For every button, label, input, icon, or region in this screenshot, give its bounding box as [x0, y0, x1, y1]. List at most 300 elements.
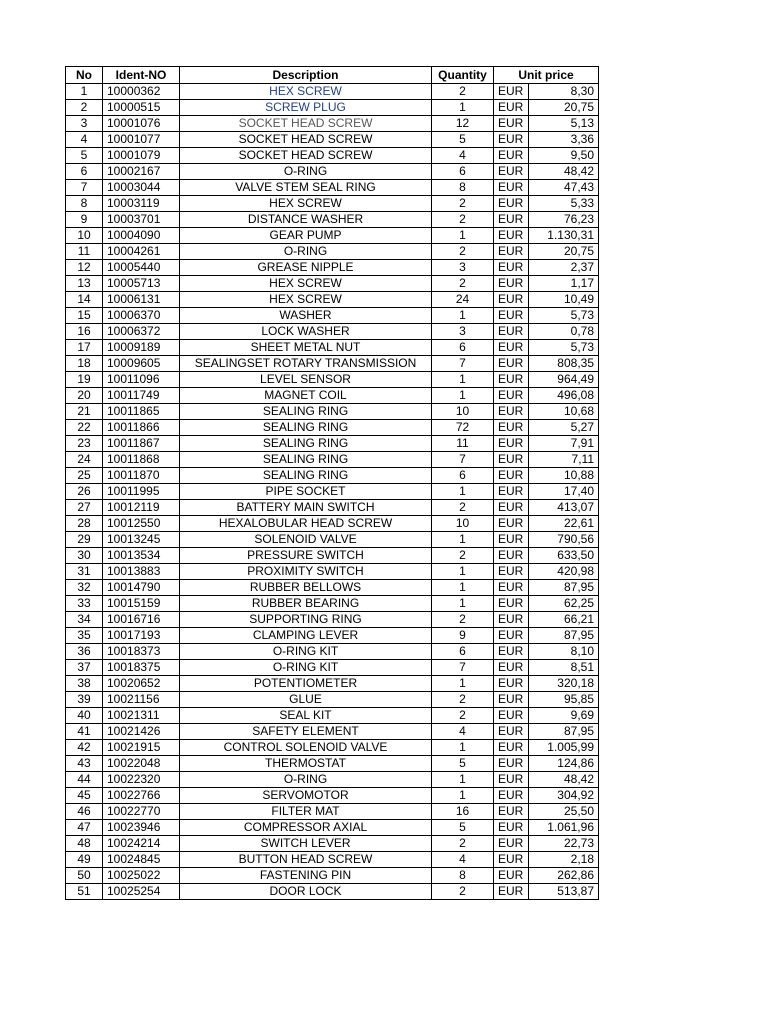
cell-no: 47 [66, 820, 103, 836]
cell-description: O-RING [180, 164, 432, 180]
cell-ident-no: 10023946 [103, 820, 180, 836]
cell-currency: EUR [494, 548, 529, 564]
cell-quantity: 1 [432, 372, 494, 388]
table-row [66, 244, 599, 260]
cell-no: 34 [66, 612, 103, 628]
cell-quantity: 1 [432, 228, 494, 244]
cell-no: 50 [66, 868, 103, 884]
cell-quantity: 1 [432, 676, 494, 692]
cell-currency: EUR [494, 596, 529, 612]
cell-quantity: 72 [432, 420, 494, 436]
cell-ident-no: 10011865 [103, 404, 180, 420]
cell-no: 4 [66, 132, 103, 148]
cell-ident-no: 10011868 [103, 452, 180, 468]
cell-ident-no: 10011867 [103, 436, 180, 452]
cell-description: SAFETY ELEMENT [180, 724, 432, 740]
table-row [66, 164, 599, 180]
cell-ident-no: 10011995 [103, 484, 180, 500]
cell-description: SEAL KIT [180, 708, 432, 724]
table-row [66, 228, 599, 244]
cell-unit-price: 420,98 [529, 564, 599, 580]
cell-unit-price: 48,42 [529, 164, 599, 180]
cell-currency: EUR [494, 884, 529, 900]
cell-quantity: 8 [432, 180, 494, 196]
cell-currency: EUR [494, 228, 529, 244]
cell-description: WASHER [180, 308, 432, 324]
cell-unit-price: 8,51 [529, 660, 599, 676]
table-row [66, 884, 599, 900]
cell-currency: EUR [494, 644, 529, 660]
cell-description: COMPRESSOR AXIAL [180, 820, 432, 836]
cell-description: SEALING RING [180, 452, 432, 468]
cell-currency: EUR [494, 276, 529, 292]
cell-no: 6 [66, 164, 103, 180]
cell-quantity: 6 [432, 164, 494, 180]
cell-unit-price: 76,23 [529, 212, 599, 228]
table-row [66, 868, 599, 884]
cell-currency: EUR [494, 404, 529, 420]
cell-no: 11 [66, 244, 103, 260]
table-row [66, 436, 599, 452]
cell-unit-price: 22,73 [529, 836, 599, 852]
table-row [66, 676, 599, 692]
table-row [66, 388, 599, 404]
cell-unit-price: 48,42 [529, 772, 599, 788]
cell-description: BUTTON HEAD SCREW [180, 852, 432, 868]
cell-currency: EUR [494, 324, 529, 340]
cell-ident-no: 10022320 [103, 772, 180, 788]
cell-unit-price: 964,49 [529, 372, 599, 388]
cell-unit-price: 62,25 [529, 596, 599, 612]
table-row [66, 580, 599, 596]
cell-no: 23 [66, 436, 103, 452]
cell-description: HEXALOBULAR HEAD SCREW [180, 516, 432, 532]
cell-unit-price: 5,73 [529, 340, 599, 356]
table-row [66, 308, 599, 324]
cell-currency: EUR [494, 292, 529, 308]
cell-no: 28 [66, 516, 103, 532]
cell-ident-no: 10006131 [103, 292, 180, 308]
cell-ident-no: 10003119 [103, 196, 180, 212]
cell-description: SEALING RING [180, 420, 432, 436]
cell-currency: EUR [494, 772, 529, 788]
cell-quantity: 2 [432, 548, 494, 564]
cell-description: SHEET METAL NUT [180, 340, 432, 356]
cell-currency: EUR [494, 100, 529, 116]
table-row [66, 148, 599, 164]
cell-no: 3 [66, 116, 103, 132]
cell-currency: EUR [494, 340, 529, 356]
cell-ident-no: 10006372 [103, 324, 180, 340]
cell-ident-no: 10012119 [103, 500, 180, 516]
cell-no: 24 [66, 452, 103, 468]
cell-quantity: 7 [432, 452, 494, 468]
cell-ident-no: 10004090 [103, 228, 180, 244]
cell-currency: EUR [494, 260, 529, 276]
table-row [66, 324, 599, 340]
cell-currency: EUR [494, 500, 529, 516]
cell-no: 12 [66, 260, 103, 276]
cell-currency: EUR [494, 676, 529, 692]
cell-quantity: 2 [432, 884, 494, 900]
cell-description: SOCKET HEAD SCREW [180, 148, 432, 164]
cell-currency: EUR [494, 756, 529, 772]
cell-currency: EUR [494, 708, 529, 724]
cell-ident-no: 10018373 [103, 644, 180, 660]
table-row [66, 772, 599, 788]
cell-quantity: 2 [432, 84, 494, 100]
cell-quantity: 1 [432, 788, 494, 804]
cell-unit-price: 0,78 [529, 324, 599, 340]
cell-unit-price: 20,75 [529, 100, 599, 116]
cell-currency: EUR [494, 356, 529, 372]
cell-unit-price: 413,07 [529, 500, 599, 516]
header-quantity: Quantity [432, 67, 494, 84]
cell-quantity: 16 [432, 804, 494, 820]
cell-unit-price: 304,92 [529, 788, 599, 804]
cell-description: GREASE NIPPLE [180, 260, 432, 276]
cell-no: 27 [66, 500, 103, 516]
cell-unit-price: 10,49 [529, 292, 599, 308]
cell-currency: EUR [494, 116, 529, 132]
cell-unit-price: 10,88 [529, 468, 599, 484]
cell-quantity: 1 [432, 532, 494, 548]
cell-currency: EUR [494, 452, 529, 468]
cell-description: HEX SCREW [180, 196, 432, 212]
cell-unit-price: 87,95 [529, 724, 599, 740]
cell-description: SOLENOID VALVE [180, 532, 432, 548]
cell-ident-no: 10025022 [103, 868, 180, 884]
cell-quantity: 11 [432, 436, 494, 452]
table-row [66, 404, 599, 420]
table-row [66, 836, 599, 852]
cell-no: 21 [66, 404, 103, 420]
cell-ident-no: 10016716 [103, 612, 180, 628]
cell-ident-no: 10002167 [103, 164, 180, 180]
cell-description: RUBBER BEARING [180, 596, 432, 612]
table-row [66, 612, 599, 628]
cell-quantity: 2 [432, 212, 494, 228]
cell-description: POTENTIOMETER [180, 676, 432, 692]
cell-unit-price: 2,37 [529, 260, 599, 276]
cell-no: 1 [66, 84, 103, 100]
table-row [66, 628, 599, 644]
cell-ident-no: 10012550 [103, 516, 180, 532]
table-row [66, 340, 599, 356]
cell-ident-no: 10011749 [103, 388, 180, 404]
table-row [66, 564, 599, 580]
cell-no: 7 [66, 180, 103, 196]
cell-no: 39 [66, 692, 103, 708]
cell-description: SEALING RING [180, 404, 432, 420]
cell-ident-no: 10005713 [103, 276, 180, 292]
cell-currency: EUR [494, 180, 529, 196]
cell-ident-no: 10022770 [103, 804, 180, 820]
cell-no: 25 [66, 468, 103, 484]
cell-quantity: 1 [432, 740, 494, 756]
cell-quantity: 3 [432, 260, 494, 276]
cell-ident-no: 10022766 [103, 788, 180, 804]
table-row [66, 196, 599, 212]
table-row [66, 740, 599, 756]
cell-no: 35 [66, 628, 103, 644]
table-row [66, 116, 599, 132]
cell-no: 45 [66, 788, 103, 804]
cell-no: 9 [66, 212, 103, 228]
cell-no: 49 [66, 852, 103, 868]
cell-description: VALVE STEM SEAL RING [180, 180, 432, 196]
table-row [66, 180, 599, 196]
cell-no: 8 [66, 196, 103, 212]
cell-description: CLAMPING LEVER [180, 628, 432, 644]
cell-description: FASTENING PIN [180, 868, 432, 884]
table-row [66, 276, 599, 292]
cell-ident-no: 10013883 [103, 564, 180, 580]
cell-ident-no: 10011866 [103, 420, 180, 436]
cell-unit-price: 262,86 [529, 868, 599, 884]
cell-no: 46 [66, 804, 103, 820]
cell-unit-price: 9,69 [529, 708, 599, 724]
cell-unit-price: 7,11 [529, 452, 599, 468]
cell-currency: EUR [494, 196, 529, 212]
cell-quantity: 12 [432, 116, 494, 132]
cell-quantity: 4 [432, 148, 494, 164]
cell-currency: EUR [494, 692, 529, 708]
cell-currency: EUR [494, 148, 529, 164]
cell-currency: EUR [494, 484, 529, 500]
cell-unit-price: 1,17 [529, 276, 599, 292]
cell-unit-price: 95,85 [529, 692, 599, 708]
cell-currency: EUR [494, 308, 529, 324]
cell-no: 17 [66, 340, 103, 356]
cell-ident-no: 10006370 [103, 308, 180, 324]
cell-quantity: 2 [432, 276, 494, 292]
header-ident-no: Ident-NO [103, 67, 180, 84]
header-row [66, 67, 599, 84]
cell-quantity: 1 [432, 564, 494, 580]
cell-description: SOCKET HEAD SCREW [180, 116, 432, 132]
cell-description: HEX SCREW [180, 84, 432, 100]
table-row [66, 500, 599, 516]
cell-description: SCREW PLUG [180, 100, 432, 116]
cell-description: GLUE [180, 692, 432, 708]
cell-currency: EUR [494, 212, 529, 228]
cell-ident-no: 10014790 [103, 580, 180, 596]
cell-currency: EUR [494, 852, 529, 868]
cell-currency: EUR [494, 564, 529, 580]
table-row [66, 708, 599, 724]
cell-ident-no: 10011096 [103, 372, 180, 388]
cell-no: 48 [66, 836, 103, 852]
cell-quantity: 1 [432, 308, 494, 324]
table-row [66, 692, 599, 708]
cell-unit-price: 496,08 [529, 388, 599, 404]
cell-description: DOOR LOCK [180, 884, 432, 900]
cell-quantity: 8 [432, 868, 494, 884]
table-row [66, 532, 599, 548]
table-row [66, 484, 599, 500]
cell-ident-no: 10017193 [103, 628, 180, 644]
cell-ident-no: 10018375 [103, 660, 180, 676]
cell-ident-no: 10024214 [103, 836, 180, 852]
cell-currency: EUR [494, 820, 529, 836]
table-row [66, 660, 599, 676]
cell-unit-price: 633,50 [529, 548, 599, 564]
header-no: No [66, 67, 103, 84]
cell-currency: EUR [494, 516, 529, 532]
cell-currency: EUR [494, 436, 529, 452]
cell-quantity: 10 [432, 404, 494, 420]
cell-ident-no: 10001076 [103, 116, 180, 132]
cell-description: SEALINGSET ROTARY TRANSMISSION [180, 356, 432, 372]
cell-no: 14 [66, 292, 103, 308]
cell-description: THERMOSTAT [180, 756, 432, 772]
table-row [66, 468, 599, 484]
table-row [66, 804, 599, 820]
cell-unit-price: 1.061,96 [529, 820, 599, 836]
cell-unit-price: 5,27 [529, 420, 599, 436]
cell-description: SOCKET HEAD SCREW [180, 132, 432, 148]
cell-ident-no: 10005440 [103, 260, 180, 276]
parts-price-table [65, 66, 599, 900]
cell-ident-no: 10025254 [103, 884, 180, 900]
cell-unit-price: 47,43 [529, 180, 599, 196]
cell-no: 33 [66, 596, 103, 612]
cell-unit-price: 513,87 [529, 884, 599, 900]
cell-no: 32 [66, 580, 103, 596]
cell-description: PROXIMITY SWITCH [180, 564, 432, 580]
cell-ident-no: 10004261 [103, 244, 180, 260]
cell-quantity: 1 [432, 100, 494, 116]
cell-quantity: 1 [432, 484, 494, 500]
cell-unit-price: 3,36 [529, 132, 599, 148]
table-row [66, 724, 599, 740]
cell-description: O-RING KIT [180, 644, 432, 660]
cell-no: 15 [66, 308, 103, 324]
cell-description: O-RING [180, 772, 432, 788]
cell-description: DISTANCE WASHER [180, 212, 432, 228]
cell-ident-no: 10000362 [103, 84, 180, 100]
cell-no: 20 [66, 388, 103, 404]
table-row [66, 820, 599, 836]
cell-description: PRESSURE SWITCH [180, 548, 432, 564]
cell-no: 31 [66, 564, 103, 580]
cell-unit-price: 2,18 [529, 852, 599, 868]
cell-ident-no: 10011870 [103, 468, 180, 484]
cell-quantity: 2 [432, 196, 494, 212]
cell-unit-price: 20,75 [529, 244, 599, 260]
cell-quantity: 2 [432, 708, 494, 724]
table-row [66, 100, 599, 116]
cell-unit-price: 808,35 [529, 356, 599, 372]
cell-quantity: 1 [432, 580, 494, 596]
cell-currency: EUR [494, 868, 529, 884]
cell-quantity: 9 [432, 628, 494, 644]
cell-no: 40 [66, 708, 103, 724]
cell-quantity: 5 [432, 756, 494, 772]
cell-no: 37 [66, 660, 103, 676]
cell-ident-no: 10015159 [103, 596, 180, 612]
cell-no: 19 [66, 372, 103, 388]
cell-quantity: 6 [432, 340, 494, 356]
cell-currency: EUR [494, 372, 529, 388]
cell-no: 51 [66, 884, 103, 900]
cell-unit-price: 8,10 [529, 644, 599, 660]
cell-currency: EUR [494, 164, 529, 180]
cell-currency: EUR [494, 788, 529, 804]
cell-unit-price: 17,40 [529, 484, 599, 500]
cell-description: HEX SCREW [180, 292, 432, 308]
cell-no: 42 [66, 740, 103, 756]
cell-unit-price: 790,56 [529, 532, 599, 548]
cell-ident-no: 10013245 [103, 532, 180, 548]
cell-quantity: 1 [432, 772, 494, 788]
cell-ident-no: 10003044 [103, 180, 180, 196]
table-row [66, 132, 599, 148]
cell-no: 44 [66, 772, 103, 788]
table-row [66, 852, 599, 868]
cell-currency: EUR [494, 132, 529, 148]
cell-currency: EUR [494, 84, 529, 100]
cell-description: SEALING RING [180, 436, 432, 452]
cell-description: O-RING KIT [180, 660, 432, 676]
header-description: Description [180, 67, 432, 84]
table-row [66, 212, 599, 228]
cell-quantity: 1 [432, 596, 494, 612]
cell-no: 26 [66, 484, 103, 500]
cell-no: 22 [66, 420, 103, 436]
cell-no: 13 [66, 276, 103, 292]
cell-description: SERVOMOTOR [180, 788, 432, 804]
cell-ident-no: 10021311 [103, 708, 180, 724]
cell-currency: EUR [494, 468, 529, 484]
cell-no: 41 [66, 724, 103, 740]
cell-ident-no: 10009605 [103, 356, 180, 372]
table-row [66, 260, 599, 276]
cell-unit-price: 5,33 [529, 196, 599, 212]
cell-quantity: 4 [432, 852, 494, 868]
cell-description: O-RING [180, 244, 432, 260]
cell-description: FILTER MAT [180, 804, 432, 820]
cell-unit-price: 320,18 [529, 676, 599, 692]
table-body [66, 84, 599, 900]
cell-quantity: 3 [432, 324, 494, 340]
cell-unit-price: 8,30 [529, 84, 599, 100]
cell-quantity: 4 [432, 724, 494, 740]
cell-no: 10 [66, 228, 103, 244]
cell-currency: EUR [494, 580, 529, 596]
table-row [66, 596, 599, 612]
cell-description: CONTROL SOLENOID VALVE [180, 740, 432, 756]
cell-quantity: 7 [432, 356, 494, 372]
cell-no: 38 [66, 676, 103, 692]
cell-ident-no: 10013534 [103, 548, 180, 564]
cell-currency: EUR [494, 244, 529, 260]
table-row [66, 644, 599, 660]
table-row [66, 788, 599, 804]
cell-currency: EUR [494, 836, 529, 852]
table-row [66, 548, 599, 564]
cell-ident-no: 10022048 [103, 756, 180, 772]
cell-quantity: 5 [432, 132, 494, 148]
cell-ident-no: 10021156 [103, 692, 180, 708]
table-row [66, 420, 599, 436]
table-row [66, 84, 599, 100]
cell-ident-no: 10024845 [103, 852, 180, 868]
cell-description: RUBBER BELLOWS [180, 580, 432, 596]
cell-description: PIPE SOCKET [180, 484, 432, 500]
cell-unit-price: 87,95 [529, 628, 599, 644]
